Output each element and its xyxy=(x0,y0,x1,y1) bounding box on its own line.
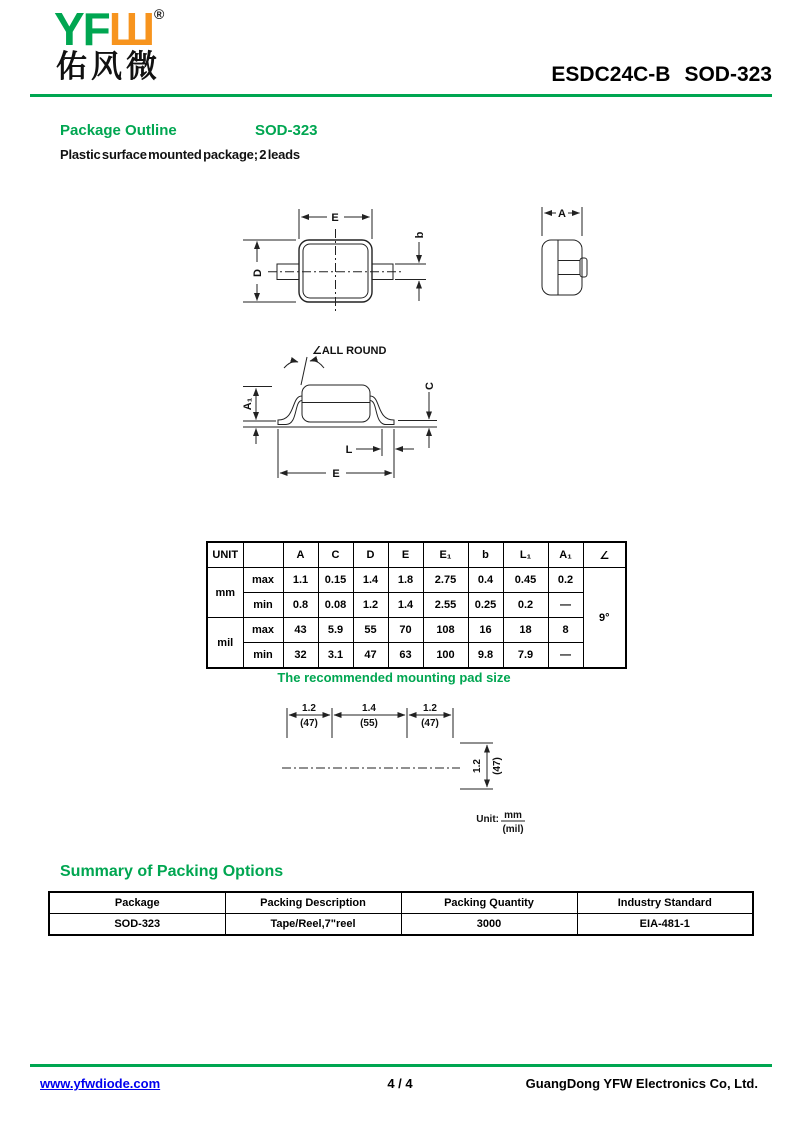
packing-table xyxy=(48,891,754,936)
pad-dim-seg1-mm: 1.2 xyxy=(302,703,316,714)
packing-package: SOD-323 xyxy=(49,914,225,936)
packing-data-row xyxy=(49,914,753,936)
dim-row-mil-min xyxy=(207,643,626,669)
dim-cell: — xyxy=(548,643,583,669)
dim-cell: 1.2 xyxy=(353,593,388,618)
pad-dim-seg1-mil: (47) xyxy=(300,718,318,729)
dim-cell: 0.45 xyxy=(503,568,548,593)
pad-dim-seg3-mm: 1.2 xyxy=(423,703,437,714)
dim-unit-mm: mm xyxy=(207,568,243,618)
dim-cell: 1.8 xyxy=(388,568,423,593)
dim-cell: 16 xyxy=(468,618,503,643)
dim-limit: max xyxy=(243,618,283,643)
dim-cell: 32 xyxy=(283,643,318,669)
dim-label-A: A xyxy=(558,208,566,220)
dim-cell: 55 xyxy=(353,618,388,643)
dim-label-b: b xyxy=(414,231,426,239)
package-name: SOD-323 xyxy=(684,63,772,86)
dim-row-mm-max xyxy=(207,568,626,593)
dim-cell: 100 xyxy=(423,643,468,669)
packing-header-package: Package xyxy=(49,892,225,914)
dim-cell: 8 xyxy=(548,618,583,643)
dim-header-C: C xyxy=(318,542,353,568)
page-title xyxy=(551,63,772,87)
dim-cell: 1.4 xyxy=(353,568,388,593)
unit-mil: (mil) xyxy=(502,824,524,835)
dim-header-blank xyxy=(243,542,283,568)
part-number: ESDC24C-B xyxy=(551,63,671,86)
dim-cell: 43 xyxy=(283,618,318,643)
dim-cell: 2.75 xyxy=(423,568,468,593)
logo-chinese-name: 佑风微 xyxy=(56,49,161,84)
dim-cell: 0.2 xyxy=(503,593,548,618)
dim-cell: 0.4 xyxy=(468,568,503,593)
dim-header-D: D xyxy=(353,542,388,568)
unit-label: Unit: xyxy=(476,814,499,825)
packing-description: Tape/Reel,7"reel xyxy=(225,914,401,936)
pad-dim-seg3-mil: (47) xyxy=(421,718,439,729)
dim-header-row xyxy=(207,542,626,568)
pad-dim-height-mm: 1.2 xyxy=(472,759,483,773)
packing-header-quantity: Packing Quantity xyxy=(401,892,577,914)
all-round-label: ∠ALL ROUND xyxy=(312,345,387,357)
dim-cell: 0.08 xyxy=(318,593,353,618)
dim-angle-value: 9° xyxy=(583,568,626,669)
dim-header-unit: UNIT xyxy=(207,542,243,568)
company-name: GuangDong YFW Electronics Co, Ltd. xyxy=(525,1076,758,1091)
packing-heading: Summary of Packing Options xyxy=(60,863,284,880)
logo-w-glyph: Ш xyxy=(108,3,154,55)
dim-header-E1: E₁ xyxy=(423,542,468,568)
dim-cell: 7.9 xyxy=(503,643,548,669)
dim-label-E: E xyxy=(331,212,339,224)
plan-and-end-view-drawing xyxy=(230,192,610,332)
dim-row-mm-min xyxy=(207,593,626,618)
dim-cell: 0.8 xyxy=(283,593,318,618)
dim-header-b: b xyxy=(468,542,503,568)
dim-header-A1: A₁ xyxy=(548,542,583,568)
page-number: 4 / 4 xyxy=(387,1076,413,1091)
dim-header-E: E xyxy=(388,542,423,568)
dim-cell: 1.1 xyxy=(283,568,318,593)
dim-cell: 3.1 xyxy=(318,643,353,669)
dim-cell: 2.55 xyxy=(423,593,468,618)
dim-cell: 5.9 xyxy=(318,618,353,643)
dim-cell: 108 xyxy=(423,618,468,643)
registered-trademark-icon: ® xyxy=(154,6,165,22)
dim-cell: 9.8 xyxy=(468,643,503,669)
section-subtitle: Plastic surface mounted package; 2 leads xyxy=(60,147,300,162)
footer-divider xyxy=(30,1064,772,1067)
dim-cell: 0.2 xyxy=(548,568,583,593)
dim-cell: 47 xyxy=(353,643,388,669)
pad-dim-seg2-mil: (55) xyxy=(360,718,378,729)
dimensions-table xyxy=(206,541,627,669)
dim-label-L: L xyxy=(345,444,353,456)
dim-limit: max xyxy=(243,568,283,593)
packing-standard: EIA-481-1 xyxy=(577,914,753,936)
side-view-drawing xyxy=(228,336,508,488)
dim-label-A1: A₁ xyxy=(242,397,254,411)
dim-cell: 63 xyxy=(388,643,423,669)
pad-dim-height-mil: (47) xyxy=(492,757,503,775)
dim-unit-mil: mil xyxy=(207,618,243,669)
dim-header-A: A xyxy=(283,542,318,568)
dim-label-E-side: E xyxy=(332,468,340,480)
website-link[interactable]: www.yfwdiode.com xyxy=(40,1076,161,1091)
dim-label-D: D xyxy=(252,269,264,277)
dim-header-angle: ∠ xyxy=(583,542,626,568)
mounting-pad-title: The recommended mounting pad size xyxy=(277,670,511,685)
packing-header-description: Packing Description xyxy=(225,892,401,914)
packing-quantity: 3000 xyxy=(401,914,577,936)
unit-mm: mm xyxy=(504,810,522,821)
dim-cell: — xyxy=(548,593,583,618)
logo-yf-text: YF xyxy=(54,3,109,55)
dim-header-L1: L₁ xyxy=(503,542,548,568)
dim-cell: 0.15 xyxy=(318,568,353,593)
packing-header-standard: Industry Standard xyxy=(577,892,753,914)
header-divider xyxy=(30,94,772,97)
section-title: Package Outline xyxy=(60,122,177,139)
dim-limit: min xyxy=(243,643,283,669)
dim-cell: 1.4 xyxy=(388,593,423,618)
dim-limit: min xyxy=(243,593,283,618)
dim-cell: 70 xyxy=(388,618,423,643)
dim-row-mil-max xyxy=(207,618,626,643)
mounting-pad-drawing xyxy=(265,695,555,845)
yfw-logo xyxy=(54,3,165,55)
dim-cell: 0.25 xyxy=(468,593,503,618)
section-package: SOD-323 xyxy=(255,122,318,139)
pad-dim-seg2-mm: 1.4 xyxy=(362,703,376,714)
packing-header-row xyxy=(49,892,753,914)
dim-cell: 18 xyxy=(503,618,548,643)
dim-label-C: C xyxy=(424,382,436,390)
